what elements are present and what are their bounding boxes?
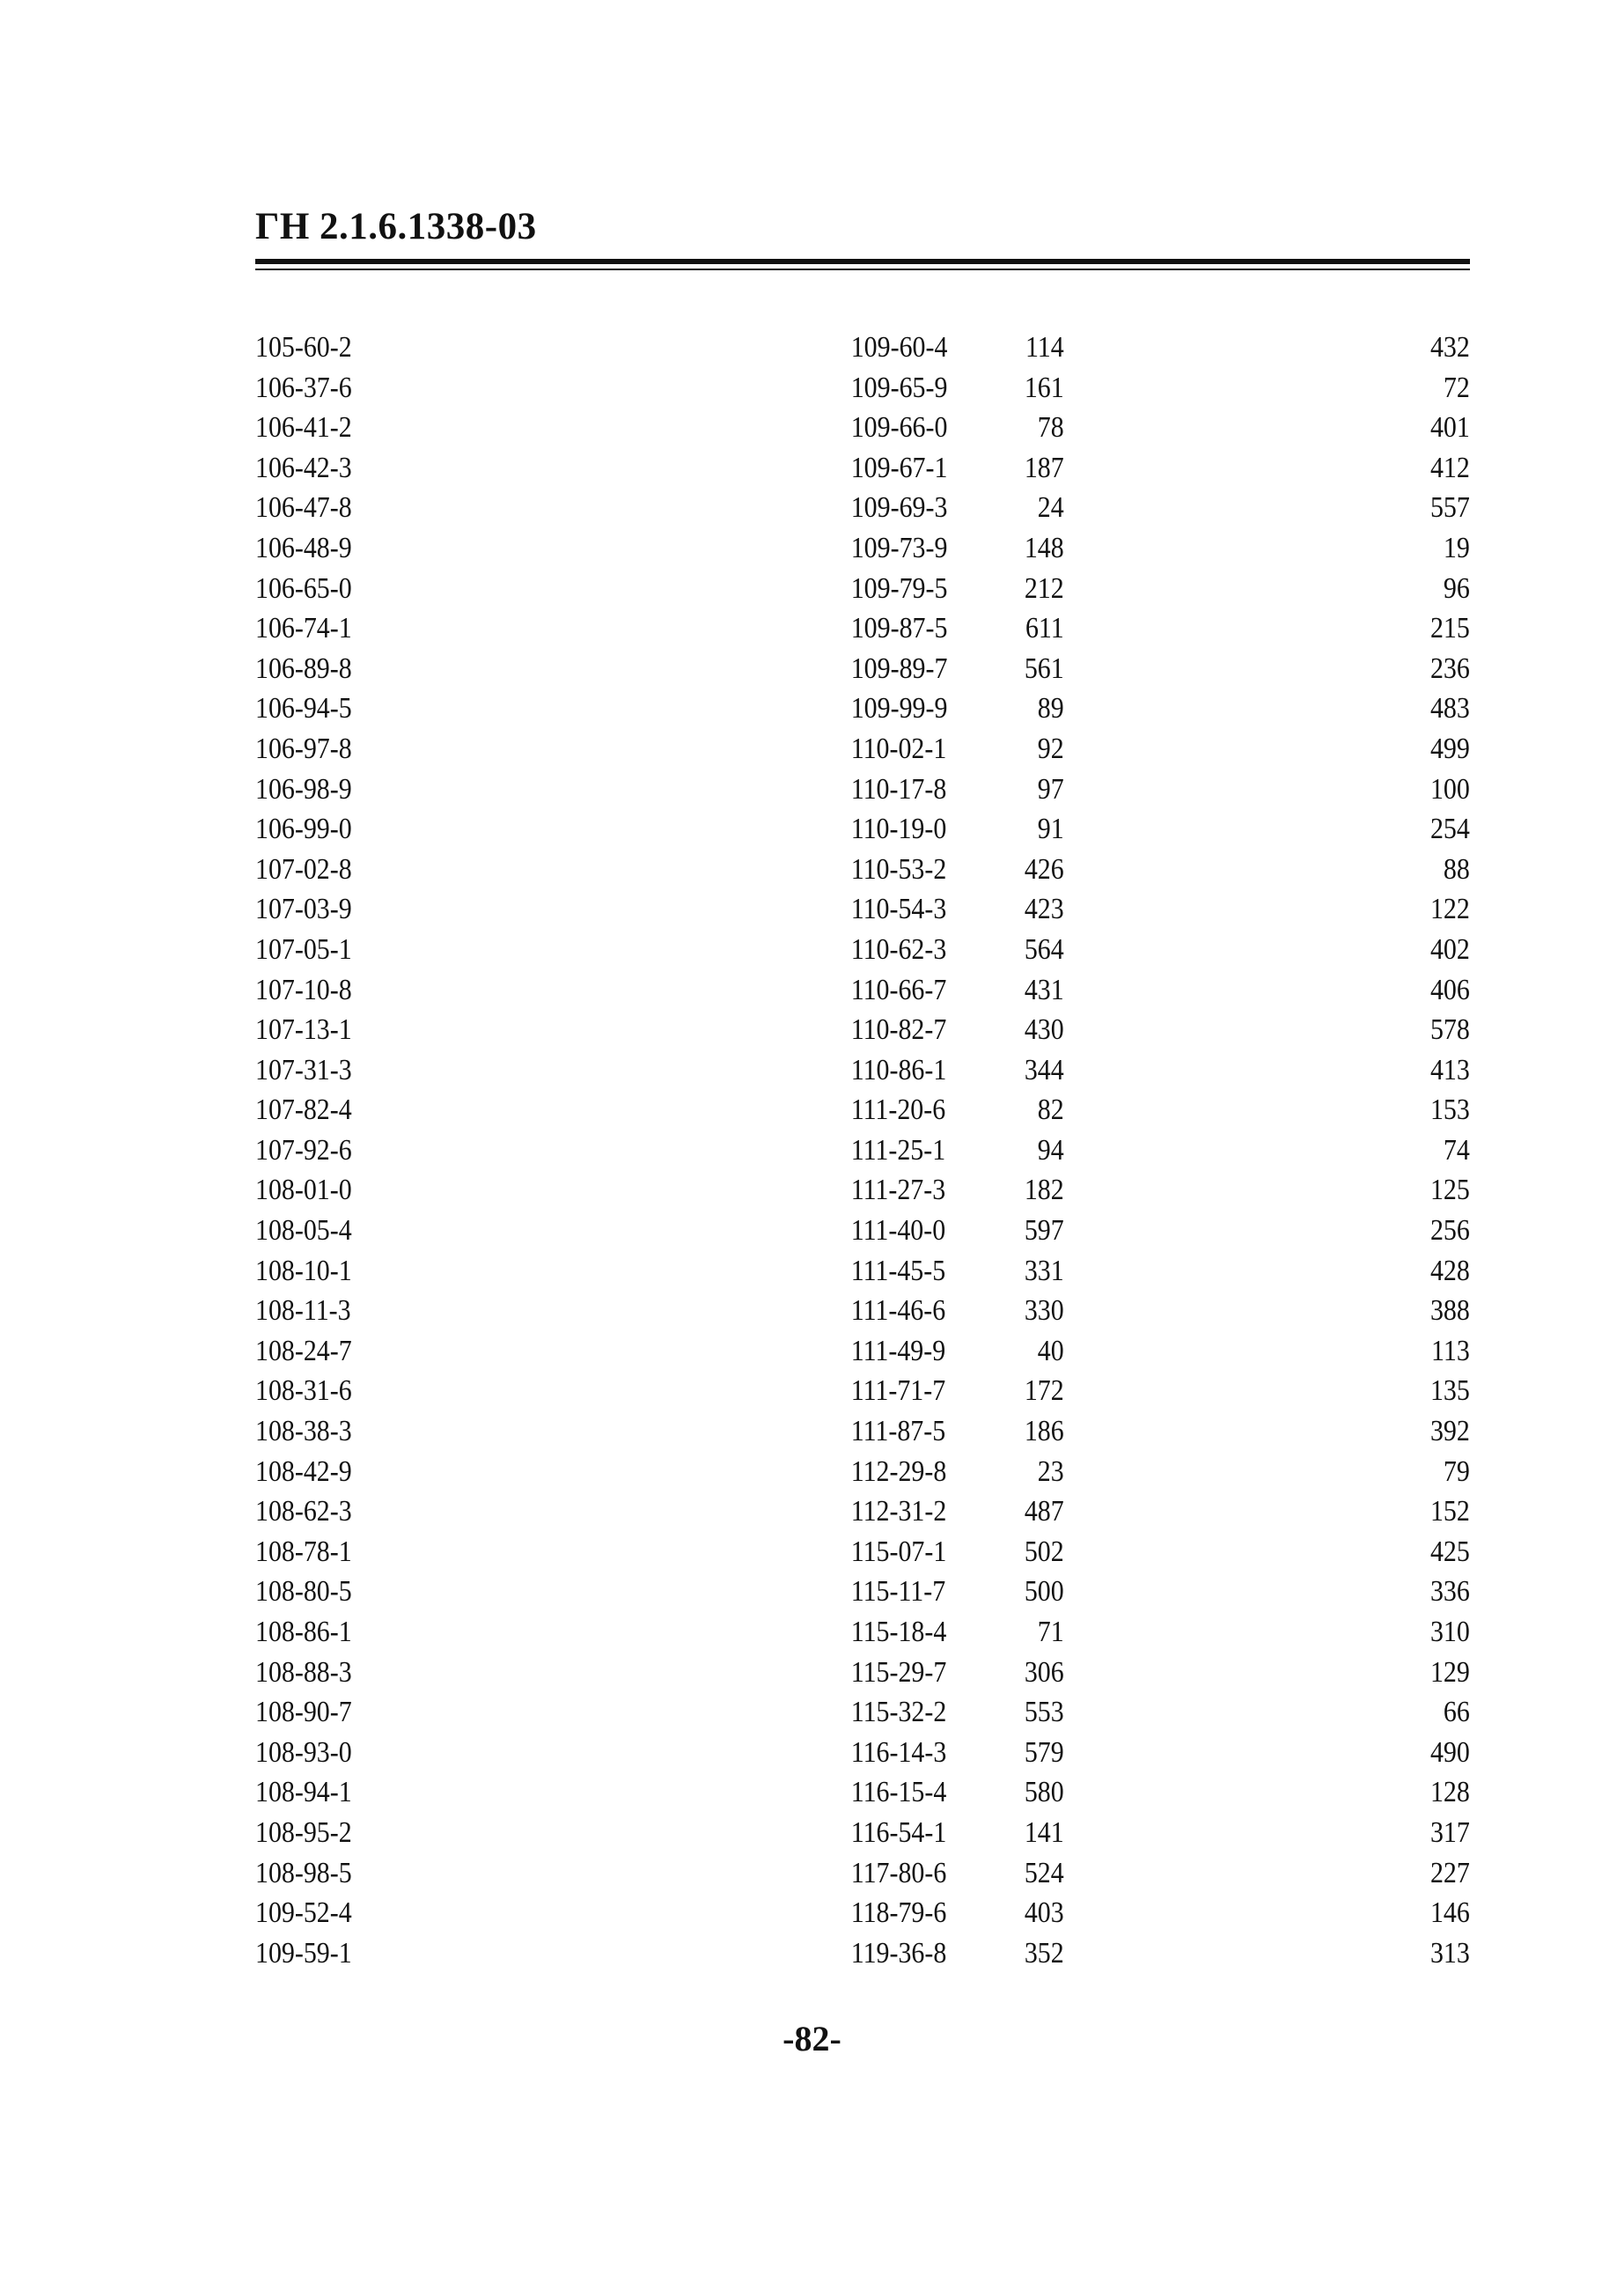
left-code-cell: 107-31-3 xyxy=(255,1053,352,1086)
left-code-cell: 109-59-1 xyxy=(255,1936,352,1970)
left-code-cell: 108-31-6 xyxy=(255,1374,352,1408)
left-code-cell: 108-93-0 xyxy=(255,1735,352,1769)
left-number-cell: 186 xyxy=(1024,1415,1064,1448)
left-code-cell: 105-60-2 xyxy=(255,331,352,364)
table-row xyxy=(255,608,1470,649)
table-row xyxy=(255,1532,1470,1572)
right-code-cell: 119-36-8 xyxy=(850,1936,947,1970)
table-row xyxy=(255,649,1470,689)
right-code-cell: 109-67-1 xyxy=(850,451,948,484)
table-row xyxy=(255,1010,1470,1050)
left-code-cell: 108-01-0 xyxy=(255,1174,352,1207)
table-row xyxy=(255,729,1470,769)
left-code-cell: 107-02-8 xyxy=(255,852,352,886)
right-code-cell: 111-46-6 xyxy=(850,1294,946,1328)
left-number-cell: 430 xyxy=(1024,1013,1064,1047)
right-code-cell: 115-11-7 xyxy=(850,1575,946,1609)
right-number-cell: 490 xyxy=(1429,1735,1470,1769)
right-number-cell: 402 xyxy=(1429,932,1470,966)
right-code-cell: 112-31-2 xyxy=(850,1495,947,1528)
left-code-cell: 106-94-5 xyxy=(255,692,352,725)
table-row xyxy=(255,809,1470,850)
right-code-cell: 109-69-3 xyxy=(850,491,948,525)
table-row xyxy=(255,769,1470,810)
right-number-cell: 79 xyxy=(1443,1454,1470,1488)
left-number-cell: 331 xyxy=(1024,1254,1064,1287)
left-code-cell: 106-89-8 xyxy=(255,652,352,685)
right-code-cell: 109-65-9 xyxy=(850,371,948,404)
right-number-cell: 215 xyxy=(1429,612,1470,645)
right-code-cell: 109-89-7 xyxy=(850,652,948,685)
table-row xyxy=(255,1130,1470,1171)
right-number-cell: 74 xyxy=(1443,1133,1470,1167)
right-number-cell: 578 xyxy=(1429,1013,1470,1047)
left-number-cell: 500 xyxy=(1024,1575,1064,1609)
right-number-cell: 19 xyxy=(1443,531,1470,564)
right-code-cell: 115-32-2 xyxy=(850,1696,947,1729)
left-number-cell: 94 xyxy=(1037,1133,1064,1167)
right-number-cell: 96 xyxy=(1443,571,1470,605)
table-row xyxy=(255,1612,1470,1653)
table-row xyxy=(255,1772,1470,1813)
left-code-cell: 106-47-8 xyxy=(255,491,352,525)
left-number-cell: 553 xyxy=(1024,1696,1064,1729)
left-number-cell: 561 xyxy=(1024,652,1064,685)
table-row xyxy=(255,688,1470,729)
table-row xyxy=(255,1692,1470,1733)
left-number-cell: 40 xyxy=(1037,1334,1064,1367)
right-code-cell: 111-45-5 xyxy=(850,1254,946,1287)
left-code-cell: 108-11-3 xyxy=(255,1294,351,1328)
left-code-cell: 108-86-1 xyxy=(255,1616,352,1648)
left-code-cell: 108-10-1 xyxy=(255,1254,352,1287)
right-number-cell: 88 xyxy=(1443,852,1470,886)
right-code-cell: 109-60-4 xyxy=(850,331,948,364)
left-number-cell: 161 xyxy=(1024,371,1064,404)
right-number-cell: 227 xyxy=(1429,1856,1470,1889)
left-number-cell: 580 xyxy=(1024,1776,1064,1809)
right-number-cell: 388 xyxy=(1429,1294,1470,1328)
table-row xyxy=(255,1853,1470,1894)
right-number-cell: 428 xyxy=(1429,1254,1470,1287)
table-row xyxy=(255,1090,1470,1130)
left-number-cell: 148 xyxy=(1024,531,1064,564)
right-code-cell: 116-15-4 xyxy=(850,1776,947,1809)
left-number-cell: 426 xyxy=(1024,852,1064,886)
right-code-cell: 110-19-0 xyxy=(850,813,947,846)
table-row xyxy=(255,850,1470,890)
right-code-cell: 110-86-1 xyxy=(850,1053,947,1086)
right-number-cell: 152 xyxy=(1429,1495,1470,1528)
table-row xyxy=(255,1733,1470,1773)
left-number-cell: 330 xyxy=(1024,1294,1064,1328)
right-number-cell: 254 xyxy=(1429,813,1470,846)
table-row xyxy=(255,408,1470,448)
header-rule-thin xyxy=(255,269,1470,270)
left-number-cell: 597 xyxy=(1024,1214,1064,1248)
left-code-cell: 107-92-6 xyxy=(255,1133,352,1167)
table-row xyxy=(255,1291,1470,1331)
left-number-cell: 423 xyxy=(1024,893,1064,926)
right-number-cell: 310 xyxy=(1429,1616,1470,1648)
table-row xyxy=(255,368,1470,409)
right-number-cell: 66 xyxy=(1443,1696,1470,1729)
right-number-cell: 135 xyxy=(1429,1374,1470,1408)
right-code-cell: 111-87-5 xyxy=(850,1415,946,1448)
left-number-cell: 502 xyxy=(1024,1535,1064,1568)
left-code-cell: 108-90-7 xyxy=(255,1696,352,1729)
right-number-cell: 432 xyxy=(1429,331,1470,364)
table-row xyxy=(255,1251,1470,1292)
right-code-cell: 109-73-9 xyxy=(850,531,948,564)
left-code-cell: 107-03-9 xyxy=(255,893,352,926)
left-code-cell: 108-80-5 xyxy=(255,1575,352,1609)
right-code-cell: 116-14-3 xyxy=(850,1735,947,1769)
right-code-cell: 109-87-5 xyxy=(850,612,948,645)
left-code-cell: 109-52-4 xyxy=(255,1896,352,1930)
left-number-cell: 431 xyxy=(1024,973,1064,1006)
left-number-cell: 71 xyxy=(1037,1616,1064,1648)
right-code-cell: 111-49-9 xyxy=(850,1334,946,1367)
right-code-cell: 110-17-8 xyxy=(850,772,947,806)
left-number-cell: 306 xyxy=(1024,1655,1064,1689)
right-code-cell: 115-29-7 xyxy=(850,1655,947,1689)
right-number-cell: 412 xyxy=(1429,451,1470,484)
left-number-cell: 352 xyxy=(1024,1936,1064,1970)
left-code-cell: 108-38-3 xyxy=(255,1415,352,1448)
table-row xyxy=(255,1653,1470,1693)
left-code-cell: 108-88-3 xyxy=(255,1655,352,1689)
right-number-cell: 317 xyxy=(1429,1815,1470,1849)
right-number-cell: 146 xyxy=(1429,1896,1470,1930)
table-row xyxy=(255,488,1470,528)
left-code-cell: 108-78-1 xyxy=(255,1535,352,1568)
index-table xyxy=(255,328,1470,1973)
right-code-cell: 111-71-7 xyxy=(850,1374,946,1408)
right-number-cell: 128 xyxy=(1429,1776,1470,1809)
right-number-cell: 72 xyxy=(1443,371,1470,404)
right-number-cell: 392 xyxy=(1429,1415,1470,1448)
left-number-cell: 24 xyxy=(1037,491,1064,525)
right-code-cell: 115-18-4 xyxy=(850,1616,947,1648)
table-row xyxy=(255,328,1470,368)
right-code-cell: 110-53-2 xyxy=(850,852,947,886)
table-row xyxy=(255,1813,1470,1853)
left-code-cell: 108-95-2 xyxy=(255,1815,352,1849)
left-number-cell: 344 xyxy=(1024,1053,1064,1086)
left-number-cell: 487 xyxy=(1024,1495,1064,1528)
left-number-cell: 524 xyxy=(1024,1856,1064,1889)
right-number-cell: 122 xyxy=(1429,893,1470,926)
left-number-cell: 172 xyxy=(1024,1374,1064,1408)
right-number-cell: 557 xyxy=(1429,491,1470,525)
right-number-cell: 483 xyxy=(1429,692,1470,725)
left-number-cell: 89 xyxy=(1037,692,1064,725)
right-number-cell: 236 xyxy=(1429,652,1470,685)
left-code-cell: 108-24-7 xyxy=(255,1334,352,1367)
table-row xyxy=(255,1491,1470,1532)
right-code-cell: 111-27-3 xyxy=(850,1174,946,1207)
left-number-cell: 212 xyxy=(1024,571,1064,605)
table-row xyxy=(255,1371,1470,1411)
table-row xyxy=(255,1572,1470,1612)
table-row xyxy=(255,448,1470,489)
left-code-cell: 108-62-3 xyxy=(255,1495,352,1528)
right-code-cell: 110-62-3 xyxy=(850,932,947,966)
table-row xyxy=(255,1452,1470,1492)
table-row xyxy=(255,930,1470,970)
right-number-cell: 406 xyxy=(1429,973,1470,1006)
right-number-cell: 100 xyxy=(1429,772,1470,806)
right-number-cell: 313 xyxy=(1429,1936,1470,1970)
right-code-cell: 111-40-0 xyxy=(850,1214,946,1248)
table-row xyxy=(255,1331,1470,1372)
left-code-cell: 108-94-1 xyxy=(255,1776,352,1809)
right-number-cell: 153 xyxy=(1429,1093,1470,1127)
left-code-cell: 106-74-1 xyxy=(255,612,352,645)
right-number-cell: 413 xyxy=(1429,1053,1470,1086)
left-number-cell: 82 xyxy=(1037,1093,1064,1127)
right-code-cell: 110-02-1 xyxy=(850,732,947,765)
right-number-cell: 401 xyxy=(1429,411,1470,445)
right-number-cell: 499 xyxy=(1429,732,1470,765)
right-number-cell: 125 xyxy=(1429,1174,1470,1207)
left-number-cell: 141 xyxy=(1024,1815,1064,1849)
left-code-cell: 108-42-9 xyxy=(255,1454,352,1488)
page-header: ГН 2.1.6.1338-03 xyxy=(255,206,537,247)
left-code-cell: 106-42-3 xyxy=(255,451,352,484)
left-number-cell: 91 xyxy=(1037,813,1064,846)
left-code-cell: 107-10-8 xyxy=(255,973,352,1006)
right-code-cell: 109-99-9 xyxy=(850,692,948,725)
left-code-cell: 106-98-9 xyxy=(255,772,352,806)
table-row xyxy=(255,1050,1470,1091)
left-number-cell: 579 xyxy=(1024,1735,1064,1769)
right-number-cell: 425 xyxy=(1429,1535,1470,1568)
right-code-cell: 117-80-6 xyxy=(850,1856,947,1889)
left-number-cell: 403 xyxy=(1024,1896,1064,1930)
header-rule-thick xyxy=(255,259,1470,264)
right-number-cell: 336 xyxy=(1429,1575,1470,1609)
right-code-cell: 110-54-3 xyxy=(850,893,947,926)
right-code-cell: 111-25-1 xyxy=(850,1133,946,1167)
left-number-cell: 187 xyxy=(1024,451,1064,484)
left-code-cell: 107-82-4 xyxy=(255,1093,352,1127)
table-row xyxy=(255,528,1470,569)
table-row xyxy=(255,1170,1470,1211)
right-code-cell: 112-29-8 xyxy=(850,1454,947,1488)
left-code-cell: 106-48-9 xyxy=(255,531,352,564)
right-code-cell: 110-66-7 xyxy=(850,973,947,1006)
table-row xyxy=(255,1893,1470,1933)
left-number-cell: 97 xyxy=(1037,772,1064,806)
left-code-cell: 107-05-1 xyxy=(255,932,352,966)
left-code-cell: 106-41-2 xyxy=(255,411,352,445)
right-code-cell: 116-54-1 xyxy=(850,1815,947,1849)
table-row xyxy=(255,569,1470,609)
left-code-cell: 106-97-8 xyxy=(255,732,352,765)
right-number-cell: 256 xyxy=(1429,1214,1470,1248)
table-row xyxy=(255,1411,1470,1452)
right-number-cell: 113 xyxy=(1431,1334,1470,1367)
left-code-cell: 107-13-1 xyxy=(255,1013,352,1047)
left-number-cell: 611 xyxy=(1025,612,1064,645)
right-number-cell: 129 xyxy=(1429,1655,1470,1689)
left-code-cell: 108-05-4 xyxy=(255,1214,352,1248)
page-number: -82- xyxy=(783,2019,841,2058)
left-code-cell: 106-65-0 xyxy=(255,571,352,605)
table-row xyxy=(255,1933,1470,1974)
table-row xyxy=(255,1211,1470,1251)
left-code-cell: 106-99-0 xyxy=(255,813,352,846)
left-code-cell: 106-37-6 xyxy=(255,371,352,404)
left-number-cell: 114 xyxy=(1025,331,1064,364)
left-number-cell: 564 xyxy=(1024,932,1064,966)
table-row xyxy=(255,970,1470,1011)
left-number-cell: 23 xyxy=(1037,1454,1064,1488)
table-row xyxy=(255,889,1470,930)
right-code-cell: 111-20-6 xyxy=(850,1093,946,1127)
left-number-cell: 92 xyxy=(1037,732,1064,765)
left-number-cell: 182 xyxy=(1024,1174,1064,1207)
right-code-cell: 109-79-5 xyxy=(850,571,948,605)
right-code-cell: 118-79-6 xyxy=(850,1896,947,1930)
right-code-cell: 115-07-1 xyxy=(850,1535,947,1568)
left-number-cell: 78 xyxy=(1037,411,1064,445)
right-code-cell: 110-82-7 xyxy=(850,1013,947,1047)
left-code-cell: 108-98-5 xyxy=(255,1856,352,1889)
right-code-cell: 109-66-0 xyxy=(850,411,948,445)
